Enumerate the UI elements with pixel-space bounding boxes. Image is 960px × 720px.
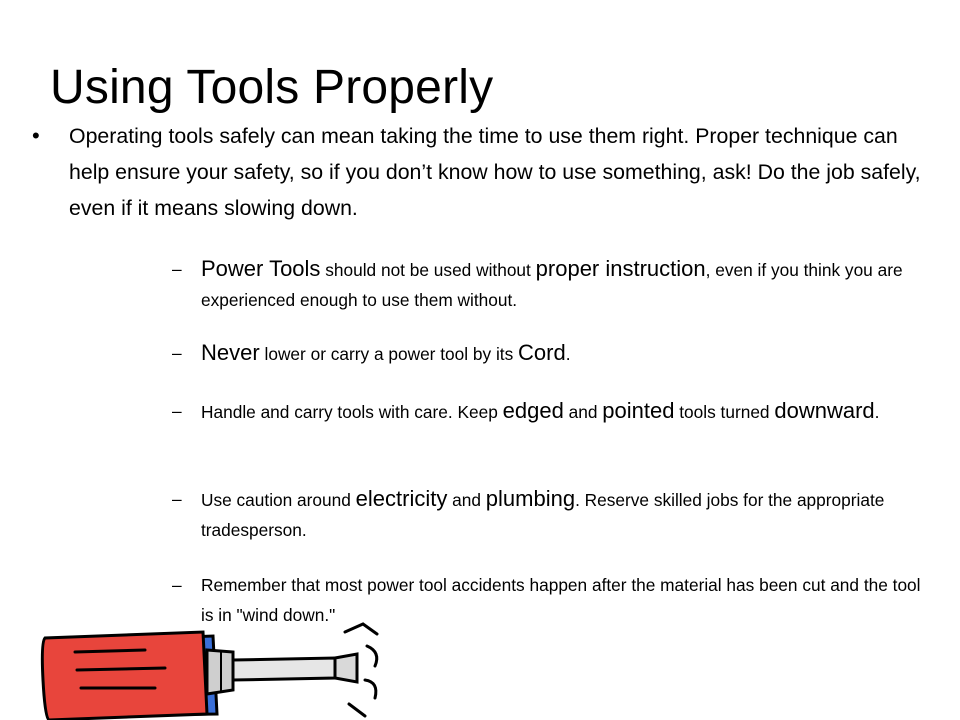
text-run: Use caution around — [201, 490, 356, 510]
text-run: electricity — [355, 486, 448, 511]
text-run: proper instruction — [535, 256, 706, 281]
text-run: lower or carry a power tool by its — [259, 344, 519, 364]
sub-bullet-text — [201, 396, 921, 427]
dash-marker: – — [172, 343, 182, 363]
text-run: Power Tools — [201, 256, 321, 281]
main-bullet-text: Operating tools safely can mean taking the time to use them right. Proper technique can help ensure your safety, so if you don’t know how to use something, ask! Do the job safely, even if it means slowing down. — [69, 124, 921, 220]
text-run: and — [447, 490, 486, 510]
text-run: Remember that most power tool accidents happen after the material has been cut and the tool is in "wind down." — [201, 575, 921, 625]
text-run: downward — [774, 398, 875, 423]
text-run: and — [563, 402, 603, 422]
tip — [335, 654, 357, 682]
text-run: . — [874, 402, 880, 422]
shaft — [233, 658, 335, 680]
dash-marker: – — [172, 401, 182, 421]
handle-groove — [77, 668, 165, 670]
dash-marker: – — [172, 575, 182, 595]
text-run: tools turned — [674, 402, 775, 422]
sub-bullet-text — [201, 254, 921, 315]
motion-line — [345, 624, 377, 634]
bullet-marker: • — [32, 123, 40, 148]
dash-marker: – — [172, 259, 182, 279]
screwdriver-icon — [35, 620, 395, 720]
slide-title: Using Tools Properly — [50, 61, 494, 114]
text-run: Cord — [518, 340, 566, 365]
handle — [42, 632, 207, 720]
sub-bullet-text — [201, 484, 921, 545]
text-run: . — [565, 344, 571, 364]
text-run: . Reserve skilled jobs for the appropriate tradesperson. — [201, 490, 885, 540]
text-run: plumbing — [485, 486, 576, 511]
text-run: Handle and carry tools with care. Keep — [201, 402, 503, 422]
motion-line — [349, 704, 365, 716]
text-run: , even if you think you are experienced enough to use them without. — [201, 260, 903, 310]
text-run: edged — [502, 398, 564, 423]
text-run: pointed — [602, 398, 675, 423]
text-run: Never — [201, 340, 260, 365]
handle-groove — [75, 650, 145, 652]
motion-line — [365, 680, 376, 698]
text-run: should not be used without — [320, 260, 536, 280]
sub-bullet-text — [201, 338, 921, 369]
motion-line — [367, 646, 377, 666]
dash-marker: – — [172, 489, 182, 509]
